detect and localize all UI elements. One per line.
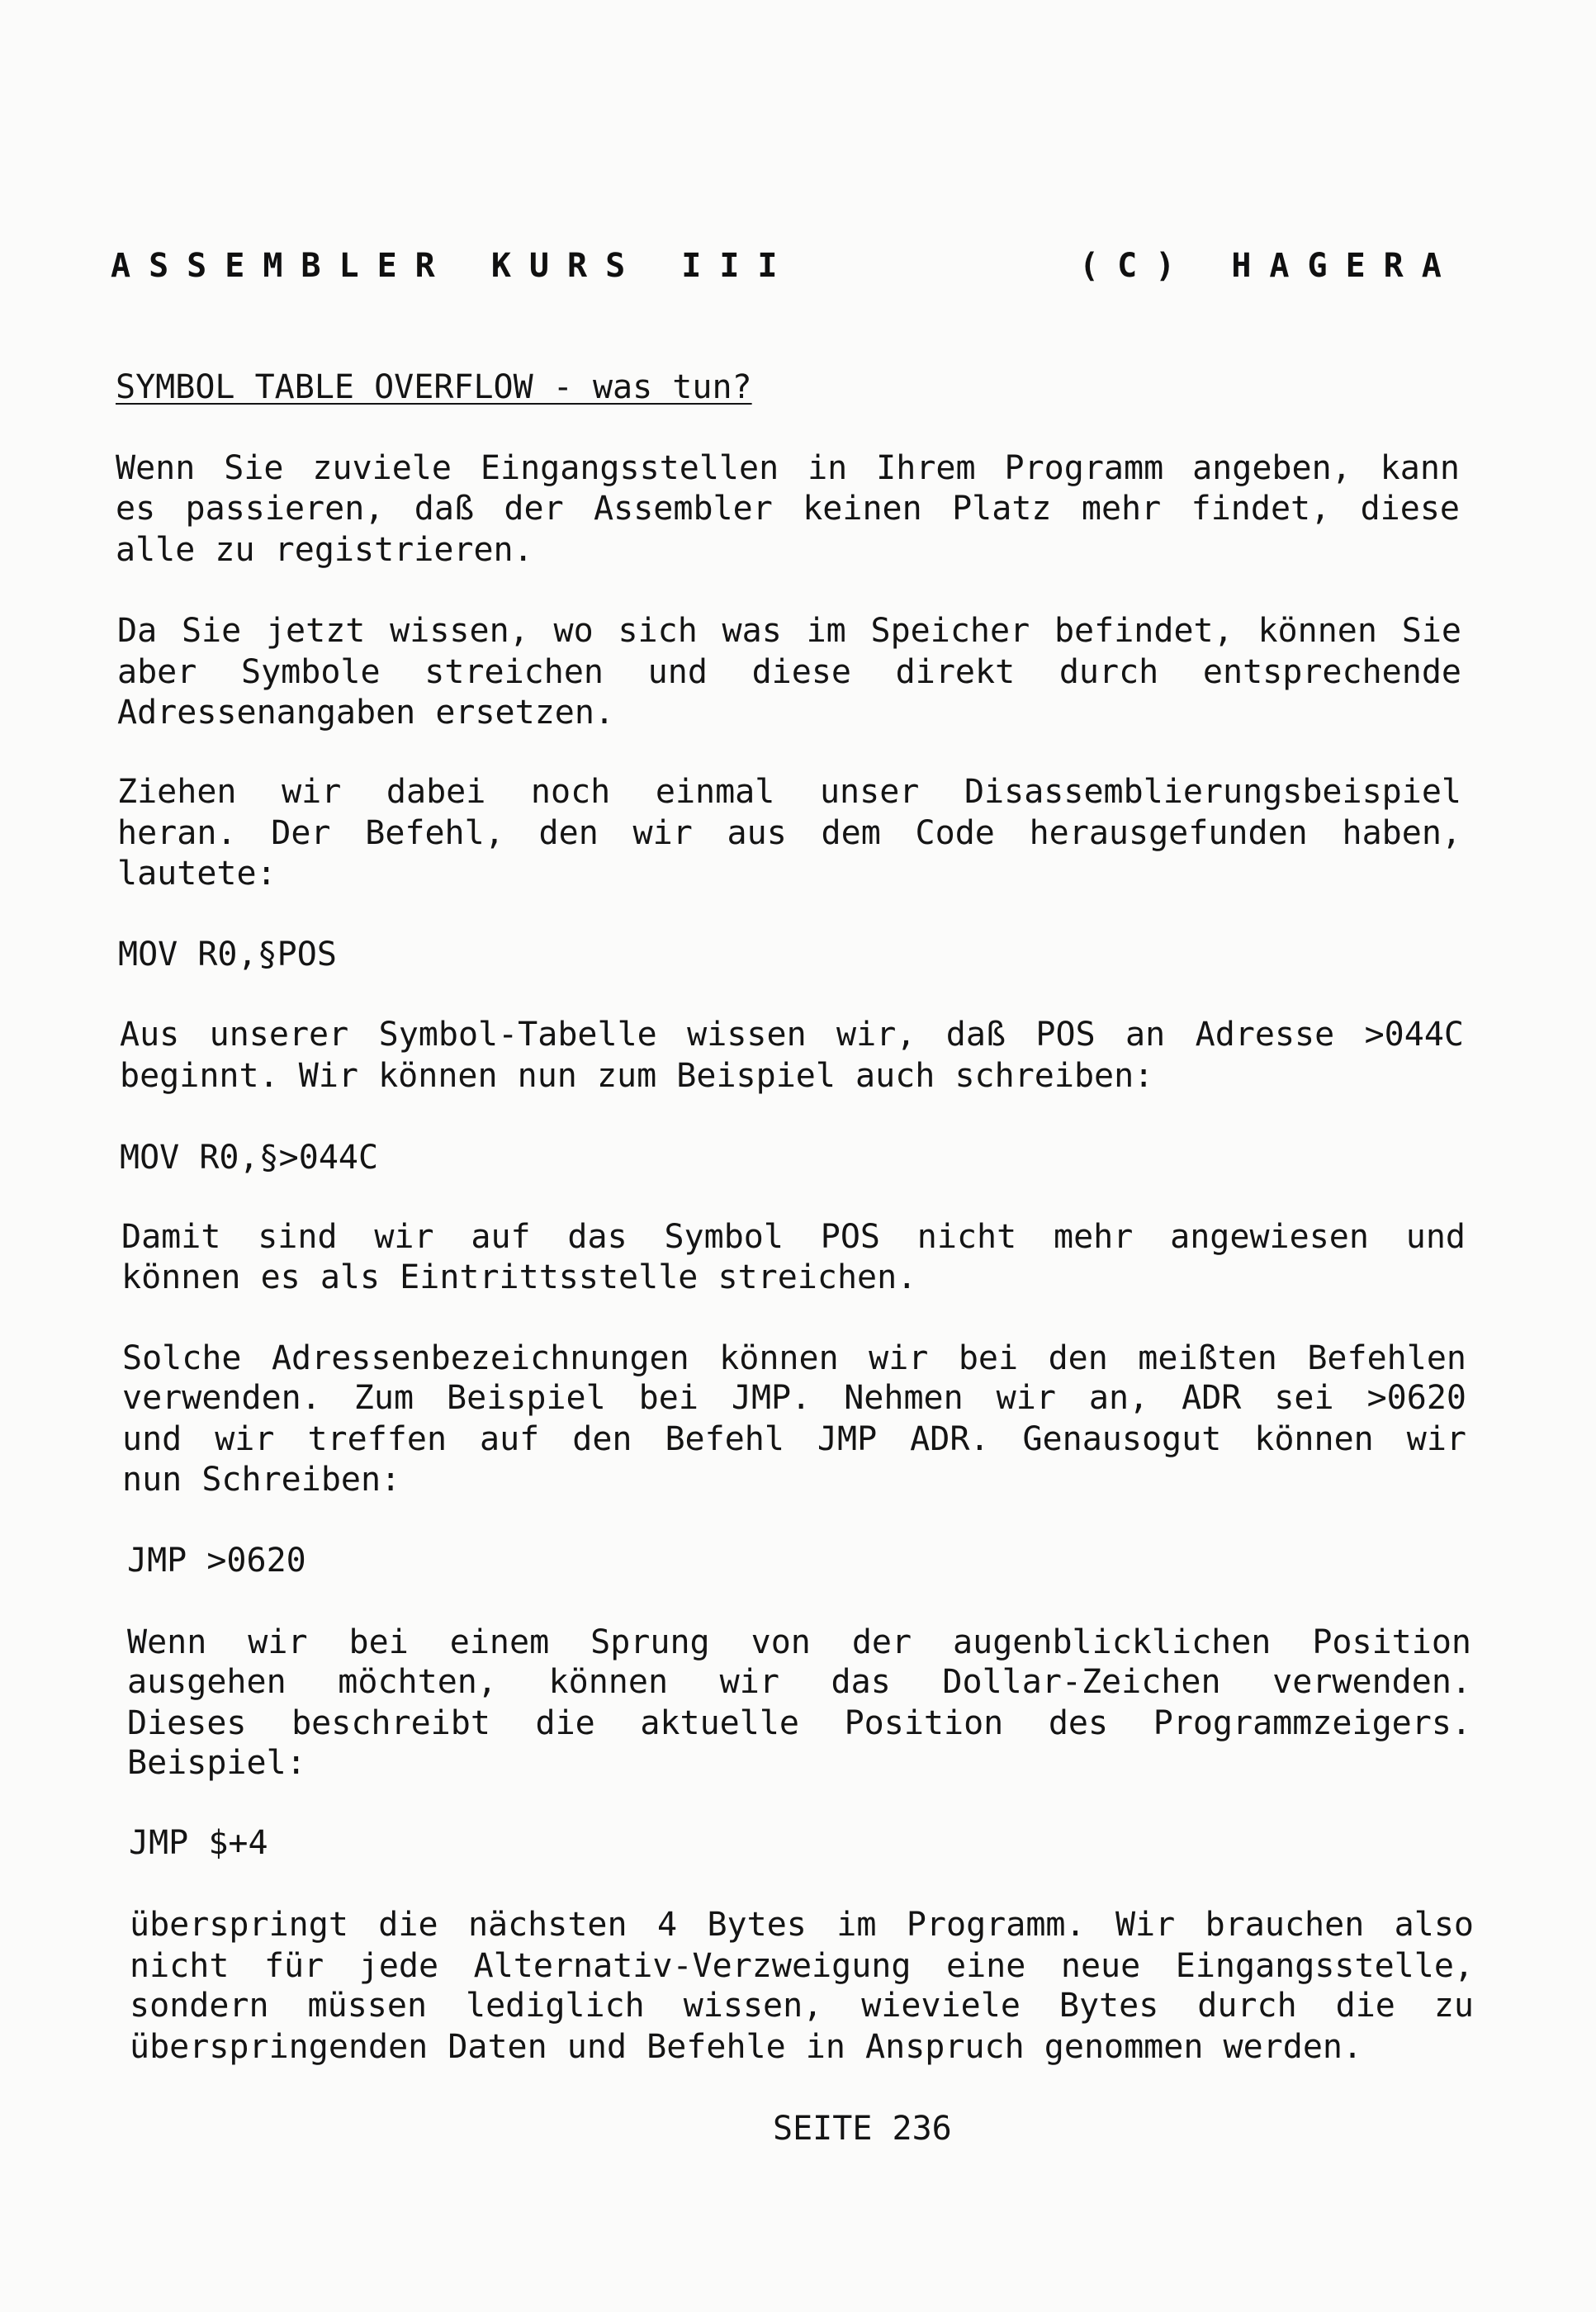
text-line: ausgehen möchten, können wir das Dollar-Zeichen verwenden. xyxy=(127,1663,1471,1701)
text-line: Beispiel: xyxy=(127,1744,306,1782)
section-heading: SYMBOL TABLE OVERFLOW - was tun? xyxy=(116,368,752,406)
code-line: JMP >0620 xyxy=(127,1542,306,1580)
text-line: Wenn Sie zuviele Eingangsstellen in Ihrem Programm angeben, kann xyxy=(116,449,1460,487)
text-line: Da Sie jetzt wissen, wo sich was im Speicher befindet, können Sie xyxy=(117,612,1461,650)
text-line: überspringenden Daten und Befehle in Anspruch genommen werden. xyxy=(130,2028,1363,2066)
text-line: Solche Adressenbezeichnungen können wir bei den meißten Befehlen xyxy=(122,1339,1466,1377)
code-line: MOV R0,§>044C xyxy=(120,1139,379,1177)
course-title: ASSEMBLER KURS III xyxy=(111,247,796,285)
text-line: Aus unserer Symbol-Tabelle wissen wir, daß POS an Adresse >044C xyxy=(120,1016,1464,1054)
text-line: verwenden. Zum Beispiel bei JMP. Nehmen wir an, ADR sei >0620 xyxy=(122,1379,1466,1417)
text-line: alle zu registrieren. xyxy=(116,531,533,569)
text-line: Damit sind wir auf das Symbol POS nicht mehr angewiesen und xyxy=(121,1218,1466,1256)
code-line: JMP $+4 xyxy=(129,1824,268,1862)
text-line: heran. Der Befehl, den wir aus dem Code herausgefunden haben, xyxy=(117,814,1461,852)
text-line: beginnt. Wir können nun zum Beispiel auch schreiben: xyxy=(120,1057,1154,1095)
text-line: und wir treffen auf den Befehl JMP ADR. Genausogut können wir xyxy=(122,1420,1466,1458)
text-line: überspringt die nächsten 4 Bytes im Programm. Wir brauchen also xyxy=(130,1906,1474,1944)
copyright-notice: (C) HAGERA xyxy=(1079,247,1460,285)
text-line: Wenn wir bei einem Sprung von der augenblicklichen Position xyxy=(127,1623,1471,1661)
text-line: sondern müssen lediglich wissen, wieviele Bytes durch die zu xyxy=(130,1987,1474,2025)
text-line: Ziehen wir dabei noch einmal unser Disassemblierungsbeispiel xyxy=(117,773,1461,811)
code-line: MOV R0,§POS xyxy=(118,936,337,974)
page-number: SEITE 236 xyxy=(773,2110,952,2148)
text-line: Adressenangaben ersetzen. xyxy=(117,694,615,732)
text-line: aber Symbole streichen und diese direkt durch entsprechende xyxy=(117,653,1461,691)
text-line: können es als Eintrittsstelle streichen. xyxy=(121,1258,917,1296)
text-line: es passieren, daß der Assembler keinen Platz mehr findet, diese xyxy=(116,490,1460,528)
text-line: nicht für jede Alternativ-Verzweigung eine neue Eingangsstelle, xyxy=(130,1947,1474,1985)
text-line: nun Schreiben: xyxy=(122,1461,401,1499)
text-line: lautete: xyxy=(117,855,277,893)
text-line: Dieses beschreibt die aktuelle Position des Programmzeigers. xyxy=(127,1704,1471,1742)
